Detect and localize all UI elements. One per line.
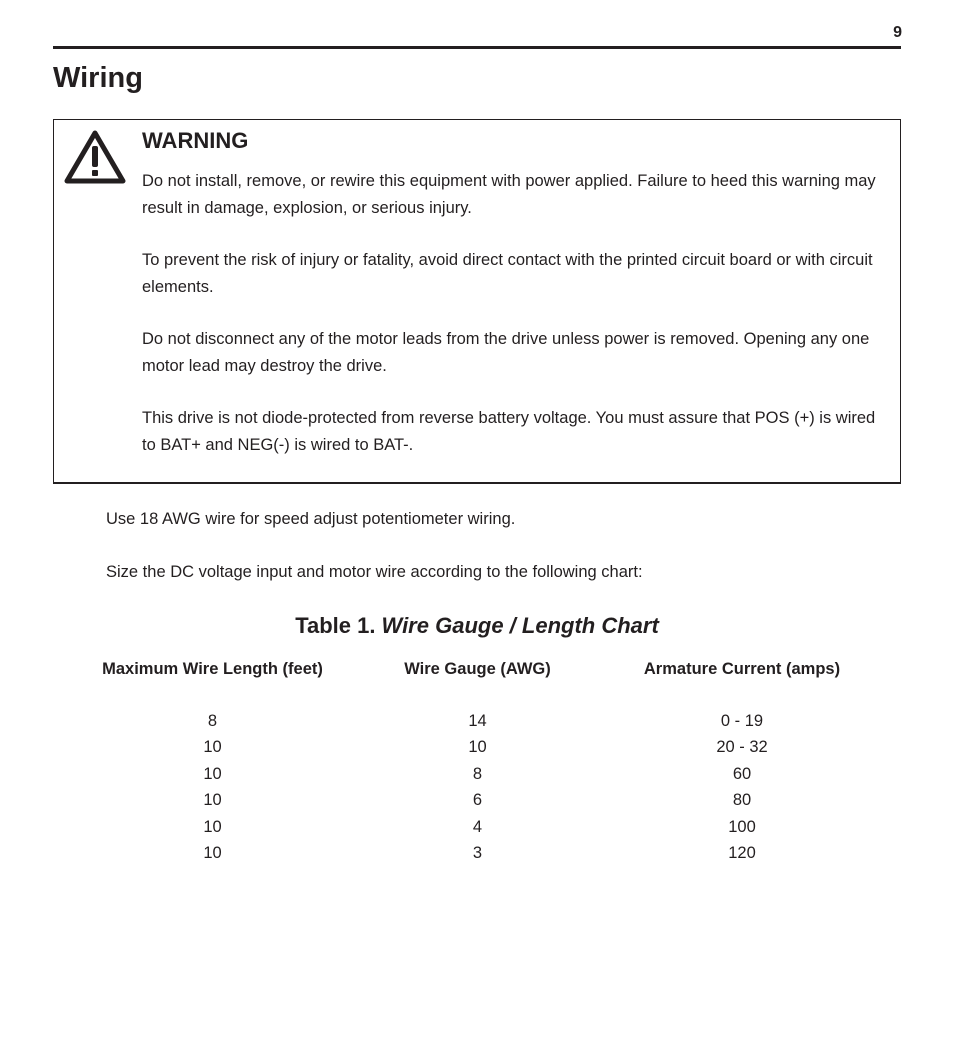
table-header-row xyxy=(80,656,874,682)
section-title: Wiring xyxy=(53,62,143,94)
warning-box xyxy=(53,119,901,484)
warning-heading: WARNING xyxy=(142,128,249,153)
column-header-length: Maximum Wire Length (feet) xyxy=(102,659,323,678)
table-row xyxy=(80,735,874,762)
cell-gauge: 3 xyxy=(472,844,483,863)
sizing-note: Size the DC voltage input and motor wire according to the following chart: xyxy=(106,563,643,581)
warning-text xyxy=(142,168,877,484)
header-rule xyxy=(53,46,901,49)
warning-paragraph-circuit: To prevent the risk of injury or fatality, avoid direct contact with the printed circuit board or with circuit elements. xyxy=(142,251,873,296)
cell-length: 10 xyxy=(203,791,222,810)
table-caption-label: Table 1. xyxy=(295,613,376,638)
column-header-current: Armature Current (amps) xyxy=(643,659,841,678)
cell-length: 10 xyxy=(203,764,222,783)
warning-paragraph-battery: This drive is not diode-protected from reverse battery voltage. You must assure that POS (+) is wired to BAT+ and NEG(-) is wired to BAT-. xyxy=(142,409,876,454)
table-row xyxy=(80,841,874,868)
table-caption xyxy=(0,613,954,639)
cell-gauge: 6 xyxy=(472,791,483,810)
cell-gauge: 10 xyxy=(468,738,487,757)
cell-current: 60 xyxy=(732,764,752,783)
warning-paragraph-motor-leads: Do not disconnect any of the motor leads from the drive unless power is removed. Opening any one motor lead may destroy the drive. xyxy=(142,330,870,375)
cell-gauge: 14 xyxy=(468,711,487,730)
table-row xyxy=(80,761,874,788)
table-caption-title: Wire Gauge / Length Chart xyxy=(381,613,659,638)
cell-current: 120 xyxy=(728,844,756,863)
table-row xyxy=(80,814,874,841)
cell-length: 8 xyxy=(207,711,218,730)
cell-current: 80 xyxy=(732,791,752,810)
warning-triangle-icon xyxy=(64,130,126,184)
cell-length: 10 xyxy=(203,738,222,757)
table-row xyxy=(80,788,874,815)
cell-current: 20 - 32 xyxy=(716,738,768,757)
page-number: 9 xyxy=(893,24,902,41)
cell-length: 10 xyxy=(203,844,222,863)
cell-length: 10 xyxy=(203,817,222,836)
table-row xyxy=(80,708,874,735)
table-spacer-row xyxy=(80,682,874,708)
cell-gauge: 4 xyxy=(472,817,483,836)
column-header-gauge: Wire Gauge (AWG) xyxy=(404,659,551,678)
cell-gauge: 8 xyxy=(472,764,483,783)
warning-paragraph-power: Do not install, remove, or rewire this equipment with power applied. Failure to heed this warning may result in damage, explosion, or serious injury. xyxy=(142,172,876,217)
wire-gauge-table xyxy=(80,656,874,867)
cell-current: 0 - 19 xyxy=(720,711,764,730)
cell-current: 100 xyxy=(728,817,756,836)
potentiometer-note: Use 18 AWG wire for speed adjust potentiometer wiring. xyxy=(106,510,516,528)
